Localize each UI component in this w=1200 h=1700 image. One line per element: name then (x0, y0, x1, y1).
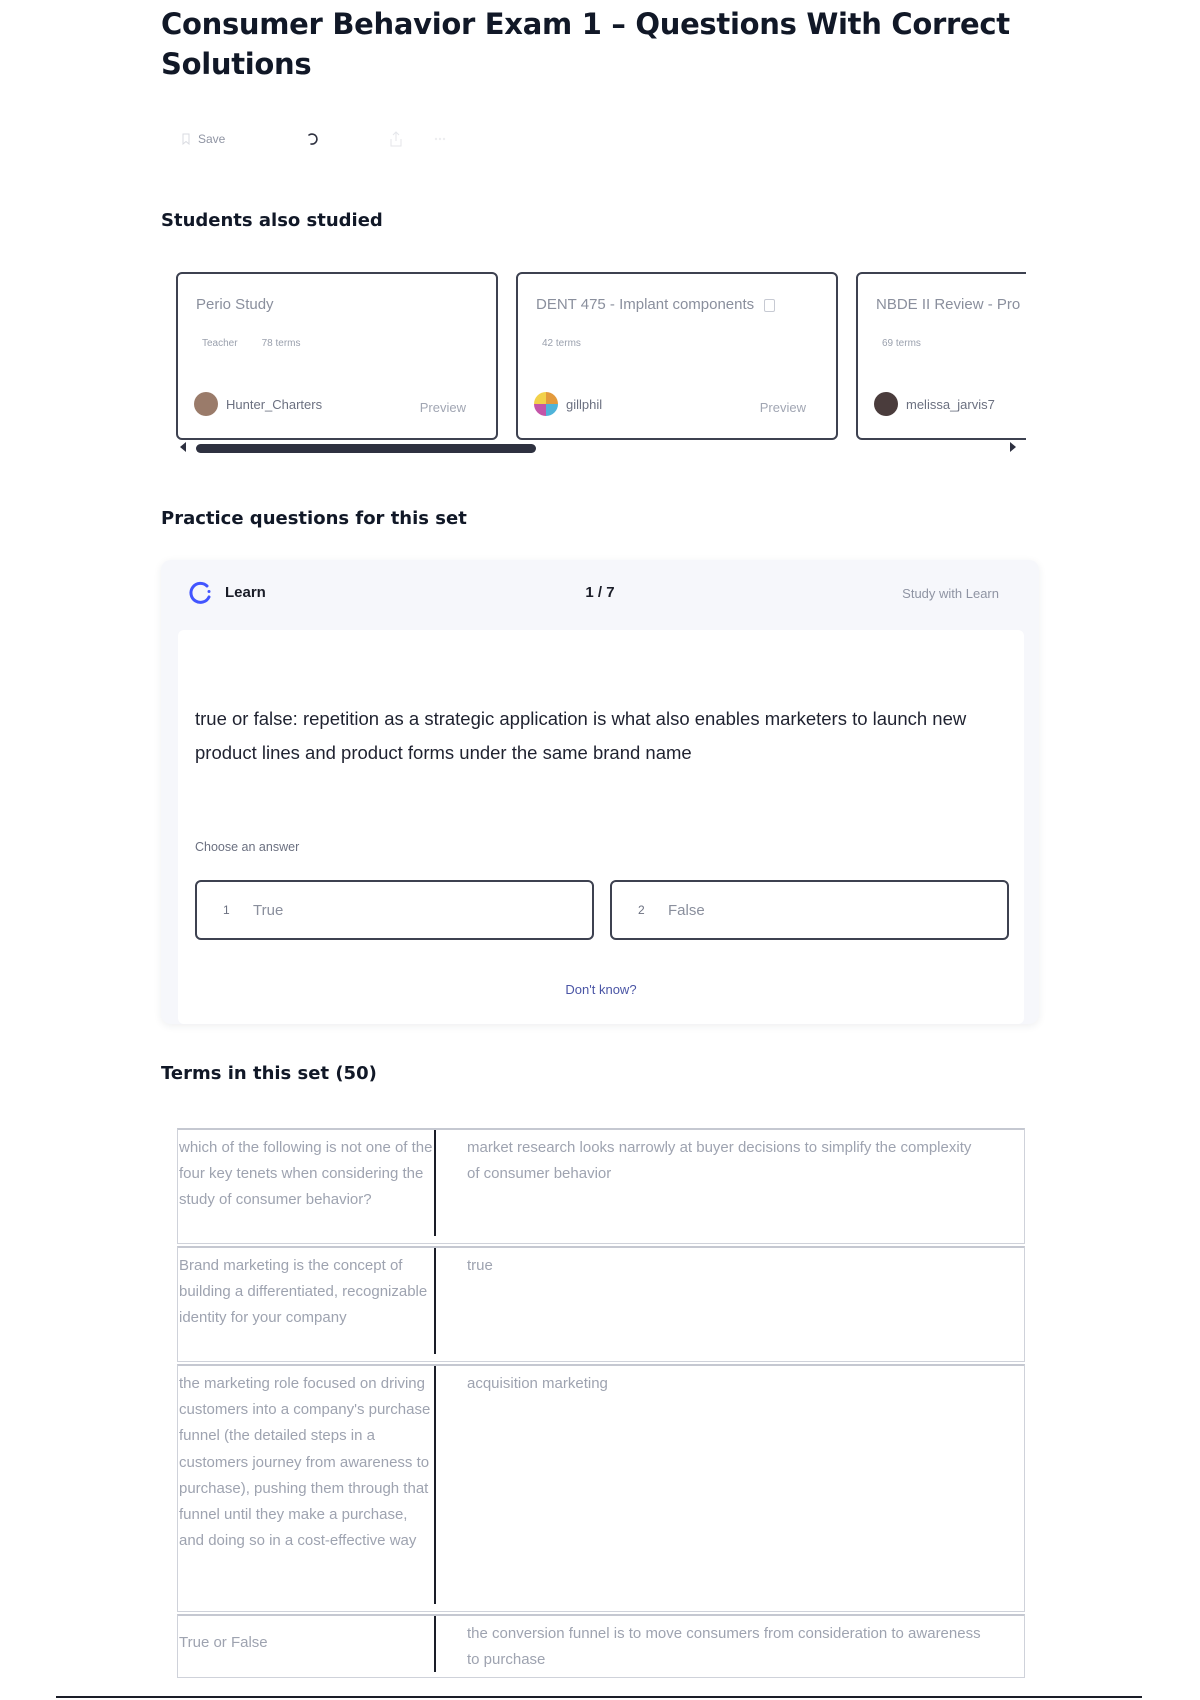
card-author[interactable] (194, 392, 322, 416)
scrollbar-thumb[interactable] (196, 444, 536, 453)
creator-role-badge: Teacher (202, 338, 238, 349)
term-count: 42 terms (542, 338, 581, 349)
card-meta (542, 338, 581, 349)
term-text: Brand marketing is the concept of building a differentiated, recognizable identity for your company (179, 1257, 428, 1327)
question-progress: 1 / 7 (585, 584, 615, 601)
terms-table (177, 1128, 1025, 1680)
study-with-learn-link[interactable]: Study with Learn (902, 586, 999, 601)
answer-option-false[interactable] (610, 880, 1009, 940)
column-divider (434, 1616, 436, 1672)
definition-text: the conversion funnel is to move consumers from consideration to awareness to purchase (467, 1625, 981, 1669)
share-icon[interactable] (389, 131, 403, 147)
card-meta (202, 338, 300, 349)
avatar (194, 392, 218, 416)
avatar (534, 392, 558, 416)
learn-label: Learn (225, 584, 266, 601)
option-label: False (668, 901, 705, 919)
column-divider (434, 1248, 436, 1354)
terms-heading: Terms in this set (50) (161, 1063, 377, 1084)
related-set-card[interactable] (856, 272, 1026, 440)
document-icon (764, 299, 775, 312)
avatar (874, 392, 898, 416)
card-title: Perio Study (196, 296, 274, 313)
definition-text: acquisition marketing (467, 1375, 608, 1392)
author-name: gillphil (566, 396, 603, 412)
question-card (178, 630, 1024, 1024)
table-row (177, 1246, 1025, 1362)
card-meta (882, 338, 921, 349)
related-set-card[interactable] (516, 272, 838, 440)
practice-questions-heading: Practice questions for this set (161, 508, 467, 529)
question-text: true or false: repetition as a strategic application is what also enables marketers to launch new product lines and product forms under the same brand name (195, 708, 967, 763)
author-name: Hunter_Charters (226, 396, 323, 412)
action-bar (180, 126, 447, 152)
learn-header (161, 560, 1039, 628)
bookmark-icon (180, 133, 192, 145)
column-divider (434, 1130, 436, 1236)
card-title: DENT 475 - Implant components (536, 296, 775, 313)
definition-text: true (467, 1257, 493, 1274)
loading-spinner-icon (305, 132, 319, 146)
choose-answer-label: Choose an answer (195, 840, 300, 854)
definition-text: market research looks narrowly at buyer decisions to simplify the complexity of consumer behavior (467, 1139, 972, 1183)
dont-know-link[interactable]: Don't know? (565, 982, 637, 997)
scroll-left-arrow-icon[interactable] (180, 442, 186, 452)
bottom-divider (56, 1696, 1142, 1698)
column-divider (434, 1366, 436, 1604)
option-label: True (253, 901, 284, 919)
more-options-icon[interactable] (433, 132, 447, 146)
page-title: Consumer Behavior Exam 1 – Questions With Correct Solutions (161, 7, 1010, 81)
carousel-scrollbar[interactable] (176, 442, 1026, 454)
students-also-studied-heading: Students also studied (161, 210, 383, 231)
card-author[interactable] (534, 392, 602, 416)
option-number: 2 (638, 903, 645, 917)
card-title: NBDE II Review - Pro (876, 296, 1021, 313)
preview-button[interactable]: Preview (759, 400, 806, 415)
term-text: True or False (179, 1634, 268, 1651)
table-row (177, 1614, 1025, 1678)
save-button[interactable] (180, 132, 225, 146)
related-sets-carousel (176, 270, 1026, 456)
scroll-right-arrow-icon[interactable] (1010, 442, 1016, 452)
term-text: the marketing role focused on driving customers into a company's purchase funnel (the detailed steps in a customers journey from awareness to purchase), pushing them through that funnel until they make a purchase, and doing so in a cost-effective way (179, 1375, 431, 1550)
preview-button[interactable]: Preview (419, 400, 466, 415)
related-set-card[interactable] (176, 272, 498, 440)
card-author[interactable] (874, 392, 995, 416)
option-number: 1 (223, 903, 230, 917)
term-count: 78 terms (261, 338, 301, 349)
table-row (177, 1128, 1025, 1244)
learn-practice-panel (161, 560, 1039, 1024)
save-label: Save (198, 132, 226, 146)
term-count: 69 terms (882, 338, 921, 349)
answer-option-true[interactable] (195, 880, 594, 940)
term-text: which of the following is not one of the four key tenets when considering the study of consumer behavior? (179, 1139, 433, 1209)
table-row (177, 1364, 1025, 1612)
author-name: melissa_jarvis7 (906, 396, 995, 412)
